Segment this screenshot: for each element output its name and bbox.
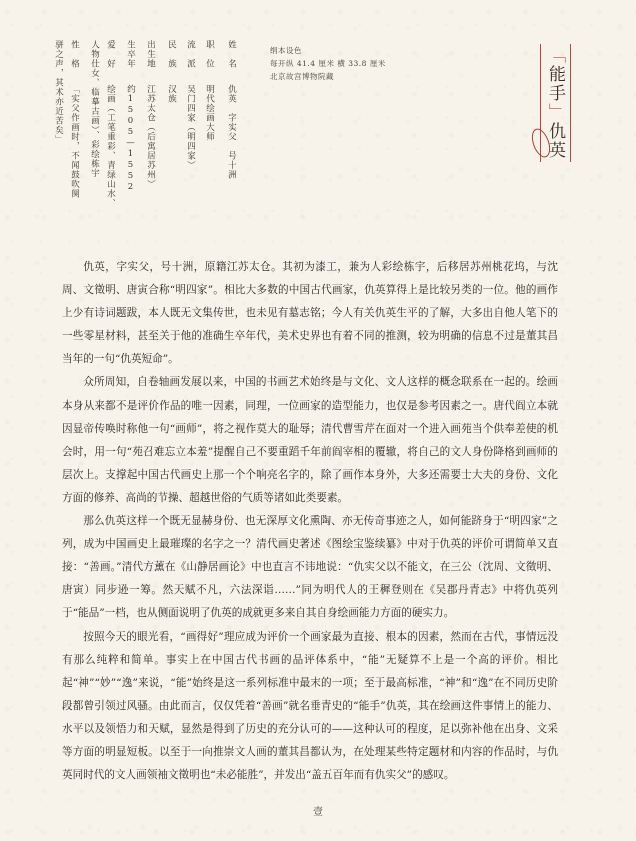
profile-school-label: 流 派 <box>185 40 196 69</box>
profile-ethnicity-value: 汉族 <box>166 84 177 104</box>
profile-lifespan-value: 约1505—1552 <box>125 84 136 193</box>
profile-school-value: 吴门四家（明四家） <box>185 84 196 170</box>
paragraph-2: 众所周知，自卷轴画发展以来，中国的书画艺术始终是与文化、文人这样的概念联系在一起的。绘画本身从来都不是评价作品的唯一因素，同理，一位画家的造型能力，也仅是参考因素之一。唐代阎立本就因显帝传唤时称他一句“画师”，将之视作莫大的耻辱；清代曹雪芹在面对一个进入画苑当个供奉差使的机会时，用一句“苑召难忘立本羞”提醒自己不要重蹈千年前阎宰相的覆辙，将自己的文人身份降格到画师的层次上。支撑起中国古代画史上那一个个响亮名字的，除了画作本身外，大多还需要士大夫的身份、文化方面的修养、高尚的节操、超越世俗的气质等诸如此类要素。 <box>62 376 558 504</box>
profile-birthplace <box>146 40 155 189</box>
profile-hobby <box>106 40 115 208</box>
profile-lifespan <box>126 40 135 193</box>
artwork-medium: 绢本设色 <box>270 46 302 55</box>
profile-character-cont-value: 骈之声，其术亦近苦矣」 <box>53 40 64 145</box>
page-number: 壹 <box>313 807 323 818</box>
paragraph-4: 按照今天的眼光看，“画得好”理应成为评价一个画家最为直接、根本的因素，然而在古代，事情远没有那么纯粹和简单。事实上在中国古代书画的品评体系中，“能”无疑算不上是一个高的评价。相比起“神”“妙”“逸”来说，“能”始终是这一系列标准中最末的一项；至于最高标准，“神”和“逸”在不同历史阶段都曾引领过风骚。由此而言，仅仅凭着“善画”就名垂青史的“能手”仇英，其在绘画这件事情上的能力、水平以及领悟力和天赋，显然是得到了历史的充分认可的——这种认可的程度，足以弥补他在出身、文采等方面的明显短板。以至于一向推崇文人画的董其昌都认为，在处理某些特定题材和内容的作品时，与仇英同时代的文人画领袖文徵明也“未必能胜”，并发出“盖五百年而有仇实父”的感叹。 <box>62 630 558 782</box>
profile-ethnicity <box>167 40 176 104</box>
profile-character <box>70 40 79 199</box>
profile-name-value: 仇英 字实父 号十洲 <box>226 84 237 180</box>
profile-position-value: 明代绘画大师 <box>204 84 215 142</box>
title-open-bracket: 「 <box>545 46 565 65</box>
profile-hobby-cont-value: 人物仕女、临摹古画）、彩绘栋宇 <box>89 40 100 179</box>
profile-position-label: 职 位 <box>204 40 215 69</box>
paragraph-1: 仇英，字实父，号十洲，原籍江苏太仓。其初为漆工，兼为人彩绘栋宇，后移居苏州桃花坞，与沈周、文徵明、唐寅合称“明四家”。相比大多数的中国古代画家，仇英算得上是比较另类的一位。他的画作上少有诗词题跋，本人既无文集传世，也未见有墓志铭；今人有关仇英生平的了解，大多出自他人笔下的一些零星材料，甚至关于他的准确生卒年代，美术史界也有着不同的推测，较为明确的信息不过是董其昌当年的一句“仇英短命”。 <box>62 261 558 366</box>
profile-hobby-cont <box>90 40 99 178</box>
profile-position <box>205 40 214 142</box>
artwork-caption <box>270 44 386 83</box>
profile-hobby-label: 爱 好 <box>105 40 116 69</box>
artwork-dimensions: 每开纵 41.4 厘米 横 33.8 厘米 <box>270 59 386 68</box>
profile-birthplace-label: 出生地 <box>145 40 156 69</box>
profile-character-label: 性 格 <box>69 40 80 69</box>
title-close-bracket: 」 <box>545 103 565 122</box>
title-text: 能手 <box>545 65 565 103</box>
artwork-collection: 北京故宫博物院藏 <box>270 72 334 81</box>
profile-name-label: 姓 名 <box>226 40 237 69</box>
profile-character-value: 「实父作画时，不闻鼓吹阒 <box>69 84 80 199</box>
profile-character-cont <box>54 40 63 145</box>
profile-ethnicity-label: 民 族 <box>166 40 177 69</box>
body-text <box>62 256 558 787</box>
paragraph-3: 那么仇英这样一个既无显赫身份、也无深厚文化熏陶、亦无传奇事迹之人，如何能跻身于“明四家”之列，成为中国画史上最璀璨的名字之一？清代画史著述《图绘宝鉴续纂》中对于仇英的评价可谓简单又直接：“善画。”清代方薰在《山静居画论》中也直言不讳地说：“仇实父以不能文，在三公（沈周、文徵明、唐寅）同步逊一筹。然天赋不凡，六法深诣……”同为明代人的王穉登则在《吴郡丹青志》中将仇英列于“能品”一档，也从侧面说明了仇英的成就更多来自其自身绘画能力方面的硬实力。 <box>62 515 558 620</box>
profile-birthplace-value: 江苏太仓（后寓居苏州） <box>145 84 156 189</box>
profile-name <box>227 40 236 180</box>
profile-hobby-value: 绘画（工笔重彩、青绿山水、 <box>105 84 116 208</box>
profile-school <box>186 40 195 170</box>
title-name: 仇英 <box>545 122 565 160</box>
profile-lifespan-label: 生卒年 <box>125 40 136 69</box>
